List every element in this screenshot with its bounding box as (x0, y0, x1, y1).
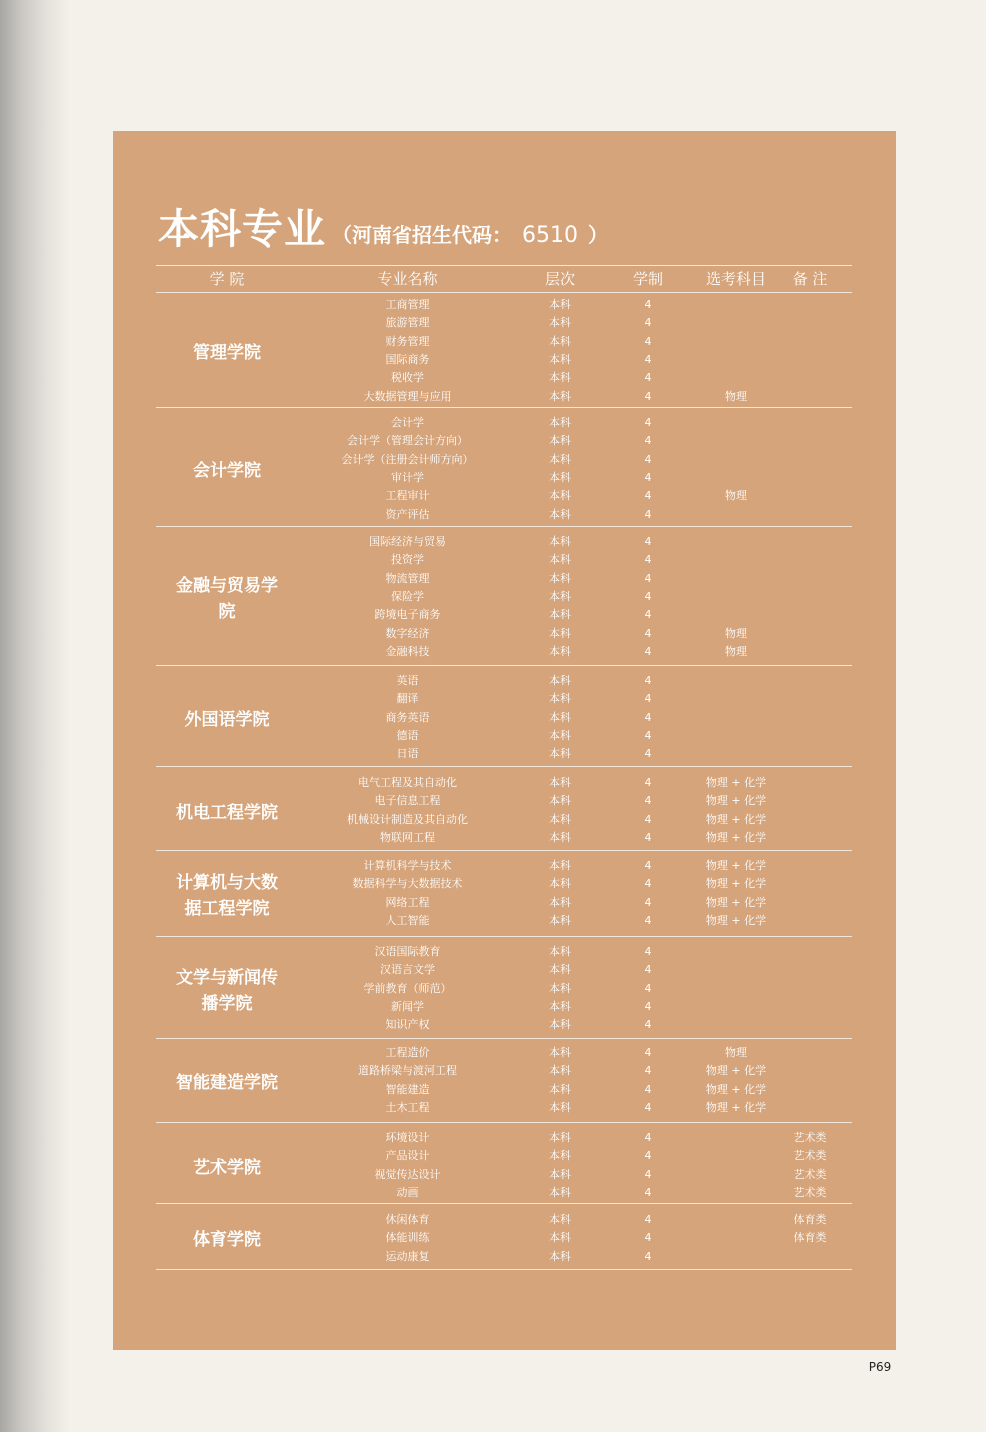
group-divider (156, 1122, 852, 1123)
notes-cell: 体育类 (793, 1213, 827, 1226)
subjects-cell: 物理 + 化学 (705, 877, 767, 891)
notes-cell (775, 606, 845, 624)
group-divider (156, 1269, 852, 1270)
years-cell: 4 (644, 470, 652, 484)
years-cell: 4 (644, 812, 652, 826)
years-cell: 4 (644, 728, 652, 742)
years-cell: 4 (644, 434, 652, 448)
college-name: 管理学院 (193, 342, 261, 363)
level-cell: 本科 (549, 352, 571, 366)
subjects-cell: 物理 (725, 389, 747, 403)
subjects-cell (686, 690, 786, 708)
notes-cell: 艺术类 (793, 1185, 827, 1199)
subjects-cell (686, 1248, 786, 1266)
level-cell: 本科 (549, 298, 571, 311)
notes-cell (775, 894, 845, 912)
years-cell: 4 (644, 859, 652, 872)
subjects-cell (686, 570, 786, 588)
subjects-cell (686, 533, 786, 551)
college-name: 机电工程学院 (176, 802, 278, 823)
level-cell: 本科 (549, 747, 571, 761)
years-cell: 4 (644, 981, 652, 995)
page-title (158, 190, 608, 253)
major-name: 计算机科学与技术 (363, 859, 452, 872)
major-name: 数字经济 (385, 626, 430, 640)
level-cell: 本科 (549, 334, 571, 348)
level-cell: 本科 (549, 710, 571, 724)
subjects-cell (686, 998, 786, 1016)
years-cell: 4 (644, 1018, 652, 1032)
major-name: 翻译 (396, 692, 419, 706)
major-name: 国际商务 (385, 352, 430, 366)
years-cell: 4 (644, 1185, 652, 1199)
subjects-cell: 物理 (725, 489, 747, 503)
subjects-cell (686, 296, 786, 314)
notes-cell (775, 709, 845, 727)
college-name: 金融与贸易学院 (176, 576, 278, 623)
years-cell: 4 (644, 913, 652, 927)
notes-cell (775, 857, 845, 875)
major-name: 电气工程及其自动化 (358, 776, 457, 789)
years-cell: 4 (644, 644, 652, 658)
subjects-cell (686, 588, 786, 606)
notes-cell (775, 1099, 845, 1117)
notes-cell (775, 1081, 845, 1099)
notes-cell (775, 432, 845, 450)
group-divider (156, 936, 852, 937)
major-name: 知识产权 (385, 1018, 430, 1032)
major-name: 会计学 (391, 416, 424, 429)
major-name: 土木工程 (385, 1100, 430, 1114)
years-cell: 4 (644, 1167, 652, 1181)
notes-cell (775, 1248, 845, 1266)
subjects-cell (686, 1166, 786, 1184)
notes-cell (775, 792, 845, 810)
subjects-cell (686, 1147, 786, 1165)
subjects-cell: 物理 + 化学 (705, 859, 767, 872)
major-name: 资产评估 (385, 507, 430, 521)
level-cell: 本科 (549, 728, 571, 742)
subjects-cell (686, 333, 786, 351)
level-cell: 本科 (549, 859, 571, 872)
major-name: 汉语国际教育 (374, 945, 441, 958)
group-divider (156, 526, 852, 527)
major-name: 休闲体育 (385, 1213, 430, 1226)
subjects-cell (686, 432, 786, 450)
subjects-cell (686, 961, 786, 979)
years-cell: 4 (644, 371, 652, 385)
subjects-cell: 物理 + 化学 (705, 1064, 767, 1078)
major-name: 财务管理 (385, 334, 430, 348)
subjects-cell: 物理 + 化学 (705, 913, 767, 927)
notes-cell (775, 774, 845, 792)
notes-cell (775, 875, 845, 893)
level-cell: 本科 (549, 608, 571, 622)
years-cell: 4 (644, 794, 652, 808)
subjects-cell (686, 451, 786, 469)
years-cell: 4 (644, 895, 652, 909)
notes-cell (775, 451, 845, 469)
title-sub-open: （河南省招生代码： (332, 223, 512, 247)
major-name: 会计学（注册会计师方向） (341, 452, 474, 466)
major-name: 税收学 (391, 371, 424, 385)
book-spine-shadow (0, 0, 70, 1432)
subjects-cell (686, 745, 786, 763)
subjects-cell (686, 1016, 786, 1034)
header-subjects: 选考科目 (705, 270, 766, 288)
notes-cell (775, 351, 845, 369)
college-name: 智能建造学院 (176, 1072, 278, 1093)
notes-cell (775, 1062, 845, 1080)
notes-cell (775, 487, 845, 505)
years-cell: 4 (644, 877, 652, 891)
notes-cell (775, 506, 845, 524)
notes-cell (775, 570, 845, 588)
level-cell: 本科 (549, 1185, 571, 1199)
years-cell: 4 (644, 1131, 652, 1144)
major-name: 学前教育（师范） (363, 981, 452, 995)
page-number: P69 (868, 1360, 892, 1374)
table-top-rule (156, 265, 852, 266)
level-cell: 本科 (549, 1149, 571, 1163)
notes-cell (775, 296, 845, 314)
major-name: 国际经济与贸易 (369, 535, 446, 548)
level-cell: 本科 (549, 913, 571, 927)
group-divider (156, 766, 852, 767)
level-cell: 本科 (549, 794, 571, 808)
college-name: 会计学院 (193, 460, 261, 481)
subjects-cell (686, 551, 786, 569)
level-cell: 本科 (549, 389, 571, 403)
subjects-cell (686, 943, 786, 961)
notes-cell: 艺术类 (793, 1131, 827, 1144)
college-name: 文学与新闻传播学院 (176, 967, 278, 1014)
level-cell: 本科 (549, 571, 571, 585)
level-cell: 本科 (549, 692, 571, 706)
years-cell: 4 (644, 352, 652, 366)
college-name: 艺术学院 (193, 1157, 261, 1178)
subjects-cell (686, 469, 786, 487)
years-cell: 4 (644, 626, 652, 640)
major-name: 金融科技 (385, 644, 430, 658)
subjects-cell (686, 1229, 786, 1247)
notes-cell (775, 672, 845, 690)
major-name: 环境设计 (385, 1131, 430, 1144)
notes-cell: 艺术类 (793, 1167, 827, 1181)
group-divider (156, 407, 852, 408)
level-cell: 本科 (549, 877, 571, 891)
years-cell: 4 (644, 535, 652, 548)
subjects-cell (686, 506, 786, 524)
years-cell: 4 (644, 692, 652, 706)
notes-cell (775, 998, 845, 1016)
years-cell: 4 (644, 999, 652, 1013)
level-cell: 本科 (549, 1046, 571, 1059)
years-cell: 4 (644, 1149, 652, 1163)
subjects-cell (686, 672, 786, 690)
subjects-cell (686, 351, 786, 369)
header-years: 学制 (632, 270, 663, 288)
notes-cell (775, 388, 845, 406)
notes-cell (775, 643, 845, 661)
subjects-cell: 物理 + 化学 (705, 776, 767, 789)
subjects-cell: 物理 + 化学 (705, 830, 767, 844)
major-name: 新闻学 (391, 999, 424, 1013)
level-cell: 本科 (549, 830, 571, 844)
notes-cell (775, 829, 845, 847)
major-name: 体能训练 (385, 1231, 430, 1245)
subjects-cell: 物理 + 化学 (705, 794, 767, 808)
notes-cell (775, 1016, 845, 1034)
group-divider (156, 665, 852, 666)
major-name: 审计学 (391, 470, 424, 484)
level-cell: 本科 (549, 452, 571, 466)
group-divider (156, 1038, 852, 1039)
years-cell: 4 (644, 963, 652, 977)
major-name: 网络工程 (385, 895, 430, 909)
years-cell: 4 (644, 1064, 652, 1078)
years-cell: 4 (644, 674, 652, 687)
level-cell: 本科 (549, 812, 571, 826)
years-cell: 4 (644, 589, 652, 603)
subjects-cell: 物理 + 化学 (705, 1082, 767, 1096)
notes-cell (775, 588, 845, 606)
level-cell: 本科 (549, 589, 571, 603)
subjects-cell (686, 709, 786, 727)
header-major: 专业名称 (377, 270, 438, 288)
years-cell: 4 (644, 747, 652, 761)
major-name: 机械设计制造及其自动化 (347, 812, 468, 826)
level-cell: 本科 (549, 963, 571, 977)
group-divider (156, 850, 852, 851)
header-college: 学 院 (209, 270, 245, 288)
notes-cell (775, 811, 845, 829)
subjects-cell (686, 1129, 786, 1147)
subjects-cell: 物理 (725, 626, 747, 640)
years-cell: 4 (644, 553, 652, 567)
major-name: 人工智能 (385, 913, 430, 927)
major-name: 会计学（管理会计方向） (347, 434, 468, 448)
college-name: 体育学院 (193, 1230, 261, 1251)
years-cell: 4 (644, 776, 652, 789)
subjects-cell: 物理 + 化学 (705, 1100, 767, 1114)
subjects-cell (686, 314, 786, 332)
notes-cell: 艺术类 (793, 1149, 827, 1163)
years-cell: 4 (644, 507, 652, 521)
years-cell: 4 (644, 1249, 652, 1263)
header-rule (156, 292, 852, 293)
major-name: 视觉传达设计 (374, 1167, 441, 1181)
subjects-cell: 物理 + 化学 (705, 812, 767, 826)
major-name: 运动康复 (385, 1249, 430, 1263)
level-cell: 本科 (549, 371, 571, 385)
major-name: 工程审计 (385, 489, 430, 503)
level-cell: 本科 (549, 507, 571, 521)
level-cell: 本科 (549, 1100, 571, 1114)
level-cell: 本科 (549, 1064, 571, 1078)
level-cell: 本科 (549, 895, 571, 909)
notes-cell (775, 314, 845, 332)
subjects-cell (686, 727, 786, 745)
major-name: 物流管理 (385, 571, 430, 585)
notes-cell (775, 943, 845, 961)
level-cell: 本科 (549, 945, 571, 958)
header-notes: 备 注 (792, 270, 828, 288)
major-name: 汉语言文学 (380, 963, 435, 977)
admission-code: 6510 (522, 223, 578, 248)
years-cell: 4 (644, 608, 652, 622)
years-cell: 4 (644, 1082, 652, 1096)
major-name: 跨境电子商务 (374, 608, 441, 622)
years-cell: 4 (644, 298, 652, 311)
major-name: 日语 (396, 747, 419, 761)
major-name: 工商管理 (385, 298, 430, 311)
level-cell: 本科 (549, 535, 571, 548)
notes-cell (775, 333, 845, 351)
level-cell: 本科 (549, 489, 571, 503)
subjects-cell: 物理 (725, 644, 747, 658)
level-cell: 本科 (549, 981, 571, 995)
major-name: 智能建造 (385, 1082, 430, 1096)
level-cell: 本科 (549, 644, 571, 658)
notes-cell (775, 533, 845, 551)
level-cell: 本科 (549, 1018, 571, 1032)
notes-cell (775, 912, 845, 930)
title-sub-close: ） (588, 223, 608, 247)
level-cell: 本科 (549, 674, 571, 687)
college-name: 外国语学院 (184, 709, 270, 730)
years-cell: 4 (644, 1100, 652, 1114)
major-name: 商务英语 (385, 710, 430, 724)
notes-cell (775, 745, 845, 763)
notes-cell (775, 469, 845, 487)
years-cell: 4 (644, 571, 652, 585)
level-cell: 本科 (549, 1131, 571, 1144)
major-name: 电子信息工程 (374, 794, 441, 808)
notes-cell (775, 727, 845, 745)
years-cell: 4 (644, 1046, 652, 1059)
subjects-cell (686, 414, 786, 432)
major-name: 工程造价 (385, 1046, 430, 1059)
group-divider (156, 1203, 852, 1204)
years-cell: 4 (644, 416, 652, 429)
level-cell: 本科 (549, 470, 571, 484)
major-name: 保险学 (391, 589, 424, 603)
years-cell: 4 (644, 1213, 652, 1226)
notes-cell (775, 690, 845, 708)
level-cell: 本科 (549, 999, 571, 1013)
years-cell: 4 (644, 710, 652, 724)
subjects-cell: 物理 (725, 1046, 747, 1059)
level-cell: 本科 (549, 316, 571, 330)
notes-cell (775, 625, 845, 643)
years-cell: 4 (644, 452, 652, 466)
subjects-cell (686, 980, 786, 998)
title-subtitle (332, 225, 608, 250)
notes-cell (775, 551, 845, 569)
major-name: 旅游管理 (385, 316, 430, 330)
years-cell: 4 (644, 334, 652, 348)
college-name: 计算机与大数据工程学院 (176, 872, 278, 919)
years-cell: 4 (644, 389, 652, 403)
level-cell: 本科 (549, 553, 571, 567)
major-name: 物联网工程 (380, 830, 435, 844)
major-name: 数据科学与大数据技术 (352, 877, 463, 891)
years-cell: 4 (644, 830, 652, 844)
major-name: 道路桥梁与渡河工程 (358, 1064, 457, 1078)
major-name: 产品设计 (385, 1149, 430, 1163)
notes-cell (775, 414, 845, 432)
level-cell: 本科 (549, 626, 571, 640)
notes-cell (775, 1044, 845, 1062)
years-cell: 4 (644, 945, 652, 958)
subjects-cell: 物理 + 化学 (705, 895, 767, 909)
subjects-cell (686, 1211, 786, 1229)
notes-cell (775, 980, 845, 998)
title-main: 本科专业 (158, 205, 326, 253)
subjects-cell (686, 1184, 786, 1202)
level-cell: 本科 (549, 1082, 571, 1096)
level-cell: 本科 (549, 1167, 571, 1181)
major-name: 德语 (396, 728, 419, 742)
level-cell: 本科 (549, 1213, 571, 1226)
major-name: 投资学 (391, 553, 424, 567)
notes-cell (775, 369, 845, 387)
notes-cell (775, 961, 845, 979)
level-cell: 本科 (549, 1231, 571, 1245)
level-cell: 本科 (549, 434, 571, 448)
years-cell: 4 (644, 1231, 652, 1245)
notes-cell: 体育类 (793, 1231, 827, 1245)
subjects-cell (686, 369, 786, 387)
major-name: 动画 (396, 1185, 419, 1199)
major-name: 英语 (396, 674, 419, 687)
subjects-cell (686, 606, 786, 624)
header-level: 层次 (544, 270, 575, 288)
level-cell: 本科 (549, 776, 571, 789)
level-cell: 本科 (549, 416, 571, 429)
years-cell: 4 (644, 489, 652, 503)
level-cell: 本科 (549, 1249, 571, 1263)
major-name: 大数据管理与应用 (363, 389, 452, 403)
years-cell: 4 (644, 316, 652, 330)
